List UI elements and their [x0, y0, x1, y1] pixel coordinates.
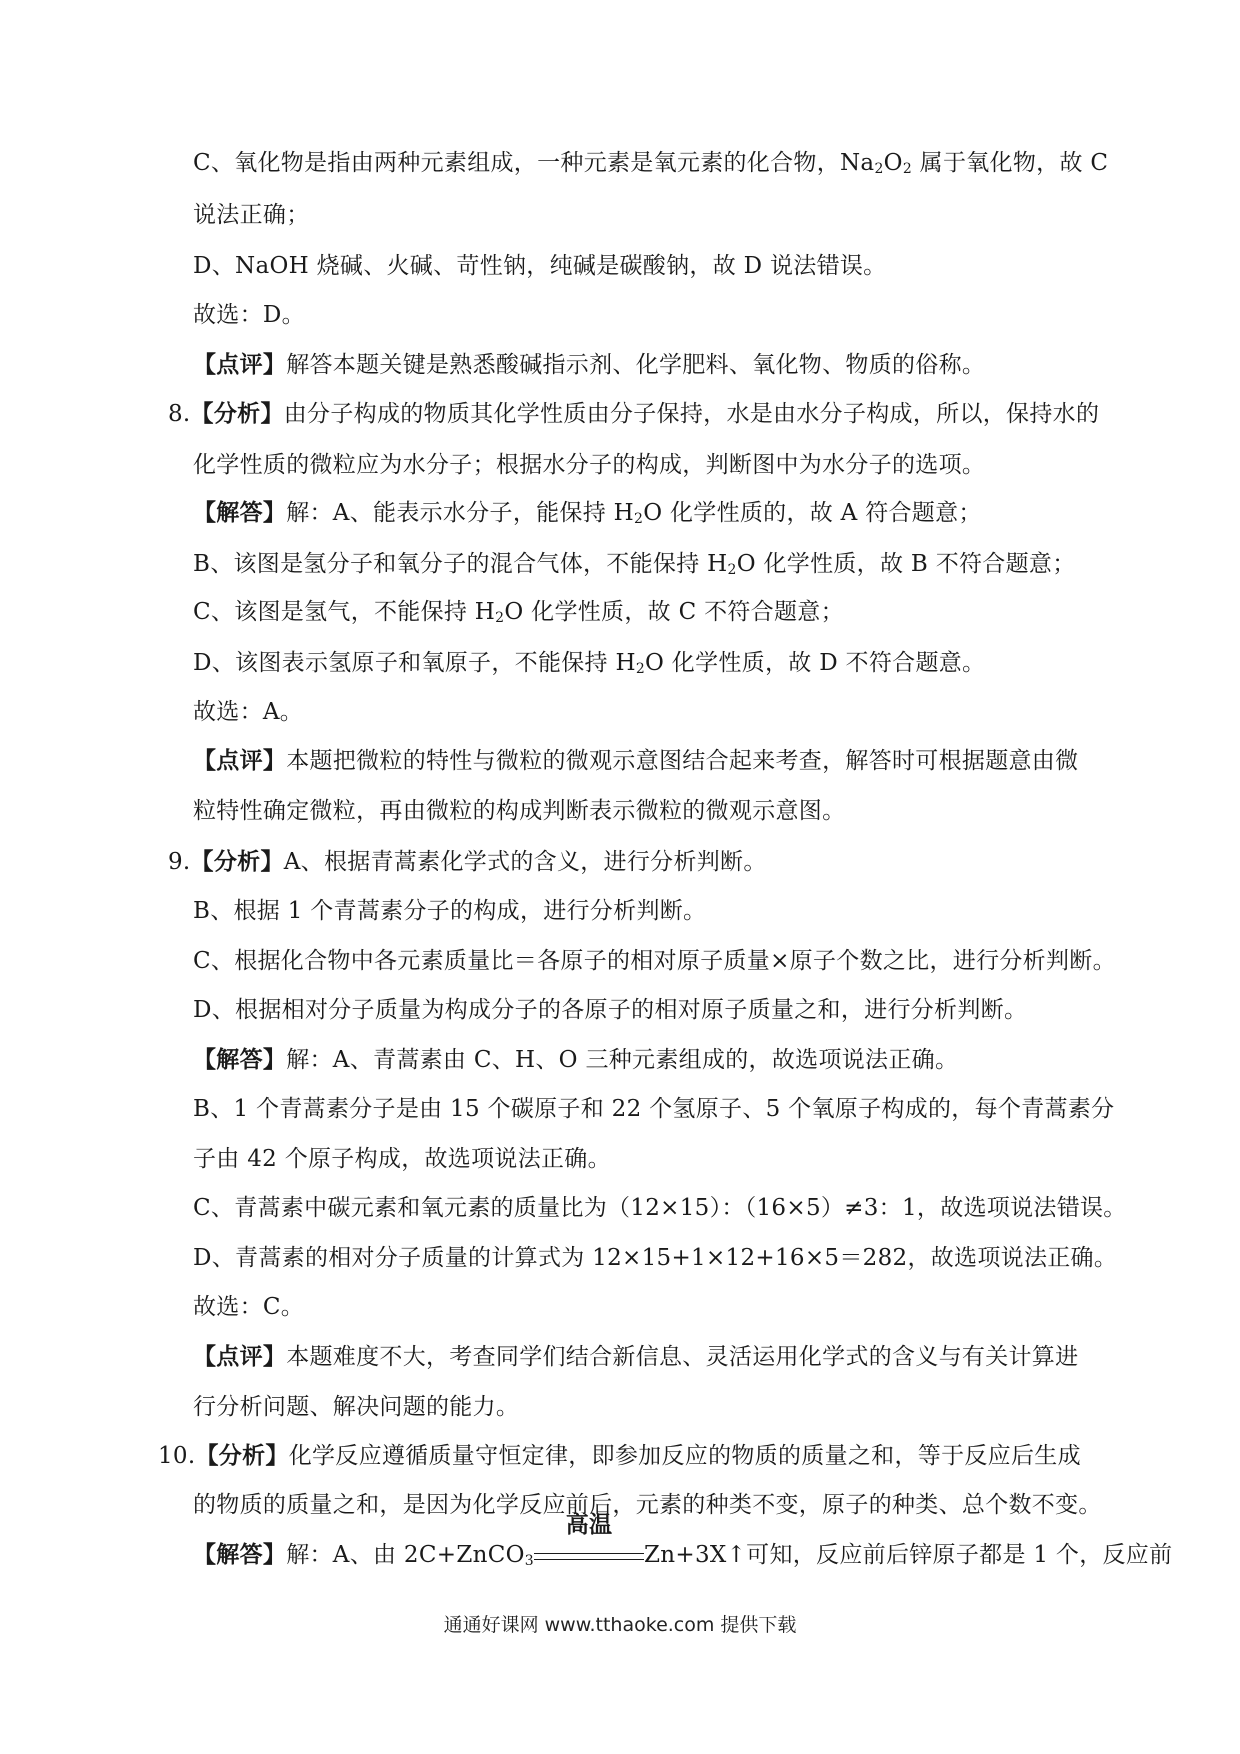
text-line	[193, 1292, 304, 1322]
text-span: B、该图是氢分子和氧分子的混合气体，不能保持 H	[193, 551, 728, 577]
section-label: 【解答】	[193, 499, 287, 526]
text-line	[193, 946, 1116, 976]
text-span: O	[883, 150, 903, 176]
text-span: C、根据化合物中各元素质量比＝各原子的相对原子质量×原子个数之比，进行分析判断。	[193, 948, 1116, 974]
text-line	[158, 1441, 1081, 1471]
reaction-condition	[534, 1512, 644, 1570]
text-line	[193, 796, 845, 826]
text-line	[168, 399, 1099, 429]
text-span: O 化学性质，故 B 不符合题意；	[736, 551, 1076, 577]
condition-label: 高温	[565, 1512, 613, 1538]
text-span: 行分析问题、解决问题的能力。	[193, 1394, 520, 1420]
text-span: B、根据 1 个青蒿素分子的构成，进行分析判断。	[193, 898, 707, 924]
text-span: 化学反应遵循质量守恒定律，即参加反应的物质的质量之和，等于反应后生成	[288, 1443, 1081, 1469]
text-line	[193, 549, 1076, 585]
text-span: A、根据青蒿素化学式的含义，进行分析判断。	[283, 849, 767, 875]
text-span: 本题难度不大，考查同学们结合新信息、灵活运用化学式的含义与有关计算进	[286, 1344, 1079, 1370]
text-line	[193, 697, 303, 727]
text-line	[193, 498, 982, 534]
text-line	[193, 200, 310, 230]
text-line	[193, 896, 706, 926]
text-span: C、青蒿素中碳元素和氧元素的质量比为（12×15）：（16×5）≠3：1，故选项说法错误。	[193, 1195, 1127, 1221]
section-label: 【解答】	[193, 1541, 287, 1568]
text-span: Zn+3X↑可知，反应前后锌原子都是 1 个，反应前	[644, 1542, 1173, 1568]
text-line	[193, 746, 1078, 776]
text-line	[193, 648, 985, 684]
section-label: 【点评】	[193, 747, 287, 774]
subscript: 2	[633, 511, 644, 527]
text-line	[193, 350, 985, 380]
text-span: 属于氧化物，故 C	[912, 150, 1109, 176]
text-span: O 化学性质，故 D 不符合题意。	[645, 650, 986, 676]
question-number: 9.	[168, 849, 191, 875]
text-line	[193, 1045, 958, 1075]
text-line	[193, 995, 1027, 1025]
text-line	[168, 847, 767, 877]
text-line	[193, 251, 886, 281]
subscript: 2	[727, 562, 737, 578]
text-span: D、NaOH 烧碱、火碱、苛性钠，纯碱是碳酸钠，故 D 说法错误。	[193, 253, 887, 279]
text-span: 故选：D。	[193, 302, 305, 328]
text-line	[193, 1094, 1114, 1124]
text-span: O 化学性质，故 C 不符合题意；	[504, 599, 844, 625]
text-span: 故选：A。	[193, 699, 304, 725]
question-number: 10.	[158, 1443, 196, 1469]
text-span: D、该图表示氢原子和氧原子，不能保持 H	[193, 650, 636, 676]
section-label: 【分析】	[190, 848, 284, 875]
text-span: 本题把微粒的特性与微粒的微观示意图结合起来考查，解答时可根据题意由微	[286, 748, 1079, 774]
equals-sign	[534, 1553, 644, 1560]
question-number: 8.	[168, 401, 191, 427]
section-label: 【分析】	[190, 400, 284, 427]
text-line	[193, 597, 844, 633]
text-span: C、该图是氢气，不能保持 H	[193, 599, 496, 625]
text-span: 解：A、青蒿素由 C、H、O 三种元素组成的，故选项说法正确。	[286, 1047, 959, 1073]
text-span: 化学性质的微粒应为水分子；根据水分子的构成，判断图中为水分子的选项。	[193, 452, 986, 478]
section-label: 【点评】	[193, 351, 287, 378]
text-span: D、根据相对分子质量为构成分子的各原子的相对原子质量之和，进行分析判断。	[193, 997, 1028, 1023]
text-span: D、青蒿素的相对分子质量的计算式为 12×15+1×12+16×5＝282，故选项说法正确。	[193, 1245, 1118, 1271]
section-label: 【解答】	[193, 1046, 287, 1073]
text-span: 解：A、能表示水分子，能保持 H	[286, 500, 634, 526]
text-line	[193, 148, 1108, 184]
text-line	[193, 1490, 1102, 1520]
text-line	[193, 1342, 1078, 1372]
text-line	[193, 1512, 1173, 1576]
text-span: 的物质的质量之和，是因为化学反应前后，元素的种类不变，原子的种类、总个数不变。	[193, 1492, 1102, 1518]
subscript: 2	[902, 161, 913, 177]
text-line	[193, 1193, 1127, 1223]
text-line	[193, 1392, 519, 1422]
subscript: 2	[635, 661, 646, 677]
text-line	[193, 300, 305, 330]
section-label: 【点评】	[193, 1343, 287, 1370]
text-span: B、1 个青蒿素分子是由 15 个碳原子和 22 个氢原子、5 个氧原子构成的，每个青蒿素分	[193, 1096, 1115, 1122]
text-line	[193, 450, 985, 480]
text-span: 故选：C。	[193, 1294, 305, 1320]
text-span: 粒特性确定微粒，再由微粒的构成判断表示微粒的微观示意图。	[193, 798, 846, 824]
text-line	[193, 1243, 1117, 1273]
text-span: 解答本题关键是熟悉酸碱指示剂、化学肥料、氧化物、物质的俗称。	[286, 352, 986, 378]
section-label: 【分析】	[195, 1442, 289, 1469]
text-span: 子由 42 个原子构成，故选项说法正确。	[193, 1146, 611, 1172]
subscript: 3	[524, 1553, 534, 1569]
subscript: 2	[495, 610, 505, 626]
text-span: O 化学性质的，故 A 符合题意；	[643, 500, 982, 526]
subscript: 2	[874, 161, 884, 177]
text-line	[193, 1144, 611, 1174]
text-span: 由分子构成的物质其化学性质由分子保持，水是由水分子构成，所以，保持水的	[283, 401, 1100, 427]
text-span: 解：A、由 2C+ZnCO	[286, 1542, 525, 1568]
text-span: C、氧化物是指由两种元素组成，一种元素是氧元素的化合物，Na	[193, 150, 875, 176]
text-span: 说法正确；	[193, 202, 310, 228]
page-footer: 通通好课网 www.tthaoke.com 提供下载	[443, 1614, 797, 1636]
